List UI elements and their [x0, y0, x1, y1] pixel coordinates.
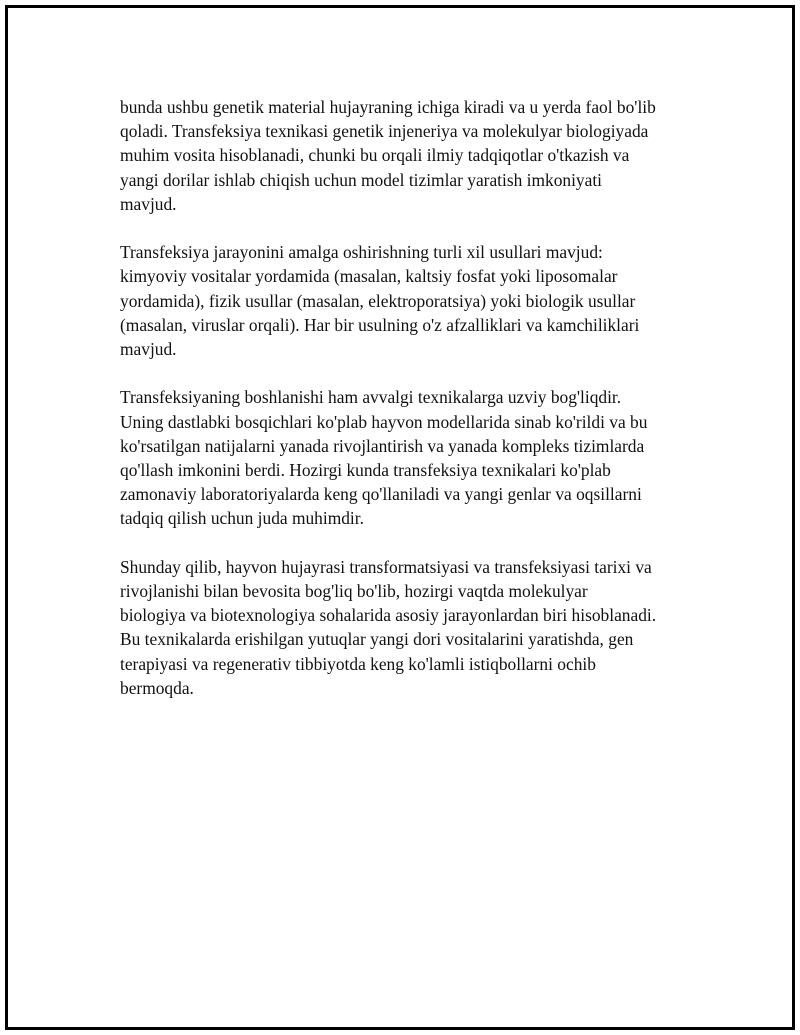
- text-line: qoladi. Transfeksiya texnikasi genetik injeneriya va molekulyar biologiyada: [120, 121, 649, 142]
- text-line: bermoqda.: [120, 677, 194, 698]
- text-line: ko'rsatilgan natijalarni yanada rivojlantirish va yanada kompleks tizimlarda: [120, 435, 645, 456]
- text-line: rivojlanishi bilan bevosita bog'liq bo'lib, hozirgi vaqtda molekulyar: [120, 581, 588, 602]
- paragraph-2: [120, 240, 700, 361]
- text-line: terapiyasi va regenerativ tibbiyotda keng ko'lamli istiqbollarni ochib: [120, 653, 596, 674]
- text-line: yangi dorilar ishlab chiqish uchun model tizimlar yaratish imkoniyati: [120, 169, 603, 190]
- text-line: Shunday qilib, hayvon hujayrasi transformatsiyasi va transfeksiyasi tarixi va: [120, 556, 652, 577]
- paragraph-3: [120, 385, 700, 530]
- paragraph-4: [120, 555, 700, 700]
- text-line: (masalan, viruslar orqali). Har bir usulning o'z afzalliklari va kamchiliklari: [120, 314, 640, 335]
- text-line: bunda ushbu genetik material hujayraning ichiga kiradi va u yerda faol bo'lib: [120, 97, 656, 117]
- text-line: mavjud.: [120, 193, 177, 214]
- text-line: qo'llash imkonini berdi. Hozirgi kunda transfeksiya texnikalari ko'plab: [120, 460, 611, 481]
- text-line: biologiya va biotexnologiya sohalarida asosiy jarayonlardan biri hisoblanadi.: [120, 605, 657, 626]
- text-line: Transfeksiya jarayonini amalga oshirishning turli xil usullari mavjud:: [120, 242, 603, 263]
- paragraph-1: [120, 95, 700, 216]
- document-page: [5, 5, 795, 1030]
- text-line: tadqiq qilish uchun juda muhimdir.: [120, 508, 364, 529]
- document-body: [120, 95, 700, 724]
- text-line: Bu texnikalarda erishilgan yutuqlar yangi dori vositalarini yaratishda, gen: [120, 629, 634, 650]
- text-line: yordamida), fizik usullar (masalan, elektroporatsiya) yoki biologik usullar: [120, 290, 636, 311]
- text-line: Transfeksiyaning boshlanishi ham avvalgi texnikalarga uzviy bog'liqdir.: [120, 387, 622, 408]
- text-line: kimyoviy vositalar yordamida (masalan, kaltsiy fosfat yoki liposomalar: [120, 266, 618, 287]
- text-line: Uning dastlabki bosqichlari ko'plab hayvon modellarida sinab ko'rildi va bu: [120, 411, 648, 432]
- text-line: zamonaviy laboratoriyalarda keng qo'llaniladi va yangi genlar va oqsillarni: [120, 484, 642, 505]
- text-line: muhim vosita hisoblanadi, chunki bu orqali ilmiy tadqiqotlar o'tkazish va: [120, 145, 630, 166]
- text-line: mavjud.: [120, 339, 177, 360]
